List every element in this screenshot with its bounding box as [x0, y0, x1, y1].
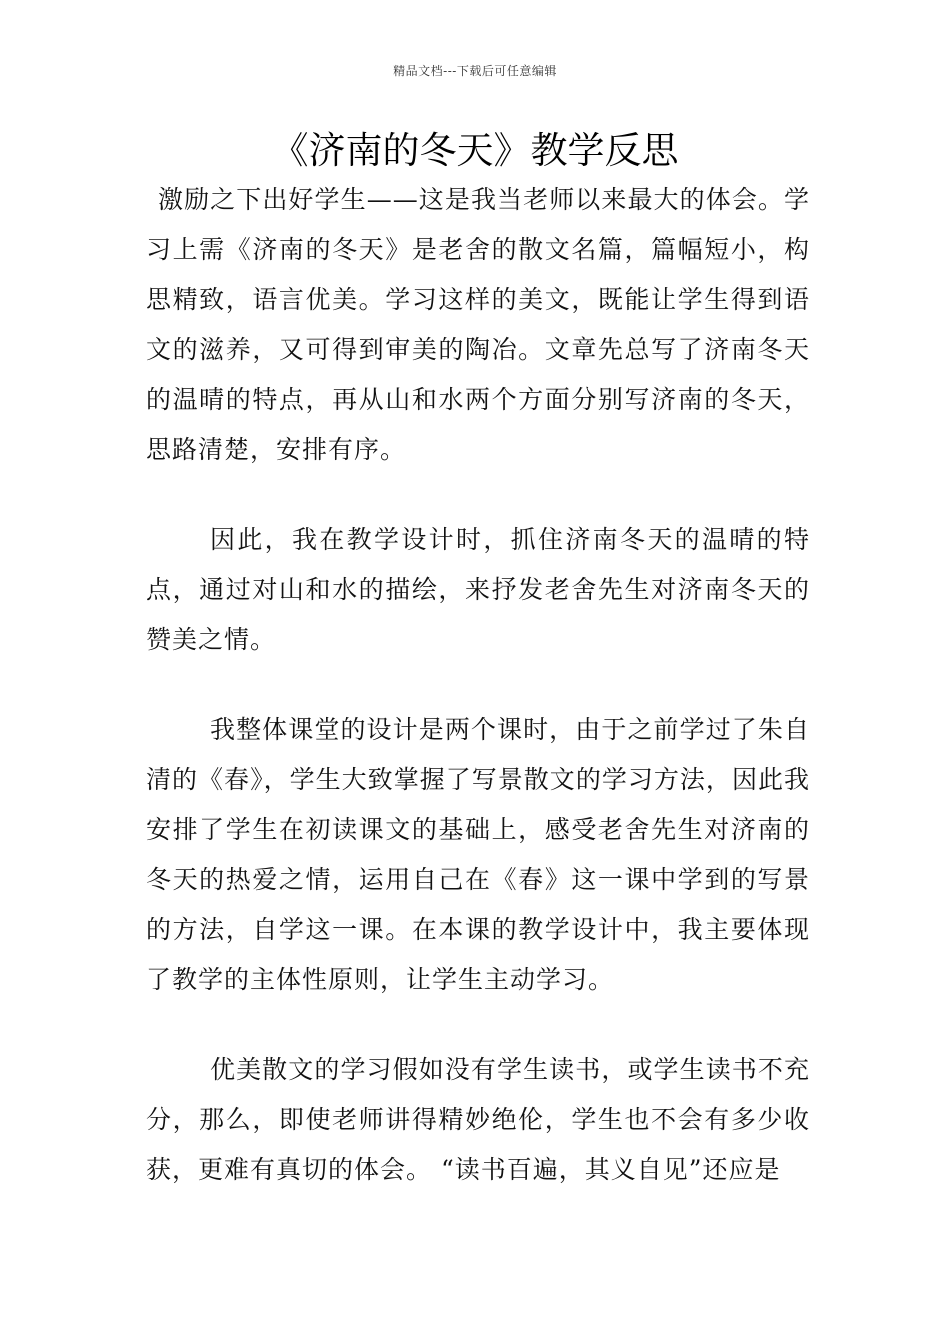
document-title: 《济南的冬天》教学反思 — [271, 129, 679, 172]
paragraph-2: 因此，我在教学设计时，抓住济南冬天的温晴的特点，通过对山和水的描绘，来抒发老舍先生对济南冬天的赞美之情。 — [146, 525, 810, 654]
document-body — [146, 175, 810, 1195]
paragraph-4: 优美散文的学习假如没有学生读书，或学生读书不充分，那么，即使老师讲得精妙绝伦，学生也不会有多少收获，更难有真切的体会。 “读书百遍，其义自见”还应是 — [146, 1055, 810, 1184]
paragraph-3: 我整体课堂的设计是两个课时，由于之前学过了朱自清的《春》，学生大致掌握了写景散文的学习方法，因此我安排了学生在初读课文的基础上，感受老舍先生对济南的冬天的热爱之情，运用自己在《春》这一课中学到的写景的方法，自学这一课。在本课的教学设计中，我主要体现了教学的主体性原则，让学生主动学习。 — [146, 715, 810, 994]
header-note: 精品文档---下载后可任意编辑 — [393, 64, 557, 78]
paragraph-gap — [146, 1005, 810, 1045]
paragraph-gap — [146, 665, 810, 705]
paragraph-1: 激励之下出好学生——这是我当老师以来最大的体会。学习上需《济南的冬天》是老舍的散文名篇，篇幅短小，构思精致，语言优美。学习这样的美文，既能让学生得到语文的滋养，又可得到审美的陶冶。文章先总写了济南冬天的温晴的特点，再从山和水两个方面分别写济南的冬天，思路清楚，安排有序。 — [146, 185, 810, 464]
paragraph-gap — [146, 475, 810, 515]
